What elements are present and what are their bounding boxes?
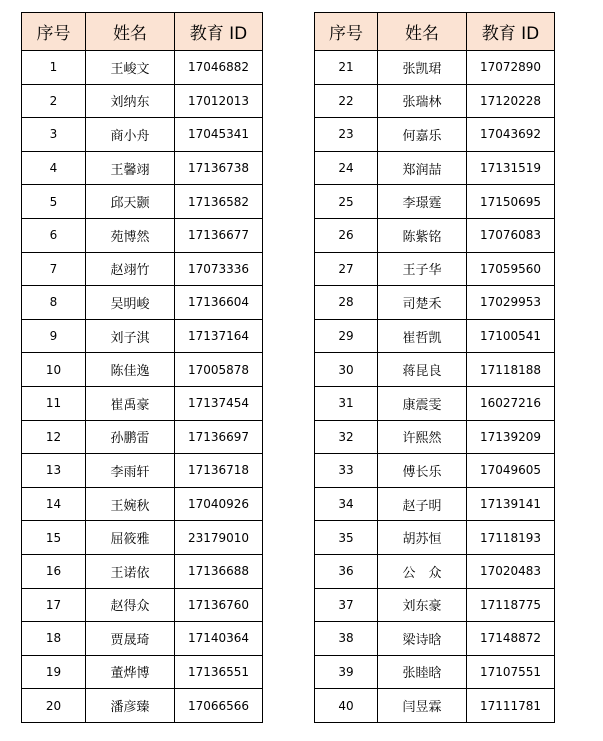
roster-body-left: [22, 51, 263, 723]
table-row: [315, 554, 555, 588]
row-number: 15: [22, 521, 86, 555]
row-number: 8: [22, 286, 86, 320]
row-number: 22: [315, 84, 378, 118]
row-number: 38: [315, 622, 378, 656]
table-row: [315, 84, 555, 118]
row-number: 28: [315, 286, 378, 320]
education-id: 17136760: [175, 588, 263, 622]
education-id: 16027216: [467, 386, 555, 420]
student-name: 梁诗晗: [378, 622, 467, 656]
student-name: 刘子淇: [86, 319, 175, 353]
table-row: [315, 252, 555, 286]
student-name: 傅长乐: [378, 454, 467, 488]
table-row: [315, 588, 555, 622]
student-name: 许熙然: [378, 420, 467, 454]
table-row: [22, 420, 263, 454]
row-number: 16: [22, 554, 86, 588]
education-id: 17136688: [175, 554, 263, 588]
row-number: 21: [315, 51, 378, 85]
education-id: 17136604: [175, 286, 263, 320]
education-id: 17045341: [175, 118, 263, 152]
education-id: 17139209: [467, 420, 555, 454]
table-row: [315, 319, 555, 353]
student-name: 陈紫铭: [378, 218, 467, 252]
row-number: 23: [315, 118, 378, 152]
table-row: [315, 521, 555, 555]
roster-table-right: [314, 12, 555, 723]
table-row: [315, 51, 555, 85]
education-id: 17076083: [467, 218, 555, 252]
row-number: 24: [315, 151, 378, 185]
student-name: 孙鹏雷: [86, 420, 175, 454]
education-id: 17137454: [175, 386, 263, 420]
row-number: 17: [22, 588, 86, 622]
table-row: [22, 487, 263, 521]
table-row: [22, 286, 263, 320]
education-id: 17005878: [175, 353, 263, 387]
education-id: 17111781: [467, 689, 555, 723]
header-row: [315, 13, 555, 51]
row-number: 20: [22, 689, 86, 723]
student-name: 王子华: [378, 252, 467, 286]
row-number: 13: [22, 454, 86, 488]
education-id: 17049605: [467, 454, 555, 488]
roster-table-left: [21, 12, 263, 723]
row-number: 37: [315, 588, 378, 622]
student-name: 李璟霆: [378, 185, 467, 219]
table-row: [315, 386, 555, 420]
table-row: [22, 521, 263, 555]
student-name: 公 众: [378, 554, 467, 588]
student-name: 商小舟: [86, 118, 175, 152]
education-id: 17136738: [175, 151, 263, 185]
table-row: [22, 151, 263, 185]
student-name: 张凯珺: [378, 51, 467, 85]
table-row: [22, 554, 263, 588]
row-number: 18: [22, 622, 86, 656]
education-id: 17066566: [175, 689, 263, 723]
student-name: 李雨轩: [86, 454, 175, 488]
student-name: 王诺依: [86, 554, 175, 588]
row-number: 40: [315, 689, 378, 723]
table-row: [315, 151, 555, 185]
education-id: 17043692: [467, 118, 555, 152]
header-number: 序号: [315, 13, 378, 51]
table-row: [22, 588, 263, 622]
student-name: 崔哲凯: [378, 319, 467, 353]
education-id: 17046882: [175, 51, 263, 85]
education-id: 17073336: [175, 252, 263, 286]
education-id: 17137164: [175, 319, 263, 353]
education-id: 17118188: [467, 353, 555, 387]
table-row: [315, 353, 555, 387]
student-name: 胡苏恒: [378, 521, 467, 555]
student-name: 陈佳逸: [86, 353, 175, 387]
table-row: [22, 84, 263, 118]
student-name: 张瑞林: [378, 84, 467, 118]
table-row: [22, 252, 263, 286]
education-id: 17072890: [467, 51, 555, 85]
header-name: 姓名: [86, 13, 175, 51]
row-number: 12: [22, 420, 86, 454]
row-number: 26: [315, 218, 378, 252]
table-row: [315, 655, 555, 689]
student-name: 司楚禾: [378, 286, 467, 320]
row-number: 10: [22, 353, 86, 387]
education-id: 17020483: [467, 554, 555, 588]
education-id: 17120228: [467, 84, 555, 118]
student-name: 屈筱雅: [86, 521, 175, 555]
table-row: [315, 420, 555, 454]
student-name: 康震雯: [378, 386, 467, 420]
student-name: 赵翊竹: [86, 252, 175, 286]
row-number: 32: [315, 420, 378, 454]
student-name: 刘东豪: [378, 588, 467, 622]
row-number: 30: [315, 353, 378, 387]
table-row: [22, 353, 263, 387]
table-row: [315, 185, 555, 219]
row-number: 6: [22, 218, 86, 252]
education-id: 17118775: [467, 588, 555, 622]
row-number: 27: [315, 252, 378, 286]
student-name: 张睦晗: [378, 655, 467, 689]
student-name: 贾晟琦: [86, 622, 175, 656]
student-name: 郑润喆: [378, 151, 467, 185]
table-row: [22, 454, 263, 488]
header-education-id: 教育 ID: [175, 13, 263, 51]
student-name: 赵得众: [86, 588, 175, 622]
row-number: 33: [315, 454, 378, 488]
table-row: [315, 118, 555, 152]
student-name: 苑博然: [86, 218, 175, 252]
education-id: 17136582: [175, 185, 263, 219]
education-id: 17136677: [175, 218, 263, 252]
table-row: [315, 689, 555, 723]
student-name: 邱天颢: [86, 185, 175, 219]
student-name: 赵子明: [378, 487, 467, 521]
education-id: 23179010: [175, 521, 263, 555]
table-row: [315, 286, 555, 320]
table-row: [22, 689, 263, 723]
education-id: 17136697: [175, 420, 263, 454]
row-number: 35: [315, 521, 378, 555]
education-id: 17012013: [175, 84, 263, 118]
education-id: 17131519: [467, 151, 555, 185]
education-id: 17100541: [467, 319, 555, 353]
student-name: 闫昱霖: [378, 689, 467, 723]
student-name: 潘彦臻: [86, 689, 175, 723]
row-number: 14: [22, 487, 86, 521]
header-row: [22, 13, 263, 51]
education-id: 17107551: [467, 655, 555, 689]
table-row: [315, 622, 555, 656]
row-number: 5: [22, 185, 86, 219]
table-row: [22, 319, 263, 353]
table-row: [22, 622, 263, 656]
table-row: [22, 51, 263, 85]
row-number: 1: [22, 51, 86, 85]
header-education-id: 教育 ID: [467, 13, 555, 51]
student-name: 吴明峻: [86, 286, 175, 320]
row-number: 11: [22, 386, 86, 420]
education-id: 17029953: [467, 286, 555, 320]
table-row: [22, 655, 263, 689]
education-id: 17139141: [467, 487, 555, 521]
education-id: 17140364: [175, 622, 263, 656]
student-name: 蒋昆良: [378, 353, 467, 387]
row-number: 9: [22, 319, 86, 353]
education-id: 17148872: [467, 622, 555, 656]
row-number: 7: [22, 252, 86, 286]
table-row: [22, 218, 263, 252]
row-number: 19: [22, 655, 86, 689]
education-id: 17118193: [467, 521, 555, 555]
row-number: 36: [315, 554, 378, 588]
table-row: [22, 386, 263, 420]
education-id: 17150695: [467, 185, 555, 219]
row-number: 4: [22, 151, 86, 185]
row-number: 31: [315, 386, 378, 420]
row-number: 29: [315, 319, 378, 353]
education-id: 17136551: [175, 655, 263, 689]
table-row: [22, 118, 263, 152]
table-row: [22, 185, 263, 219]
student-name: 刘纳东: [86, 84, 175, 118]
row-number: 3: [22, 118, 86, 152]
header-name: 姓名: [378, 13, 467, 51]
table-row: [315, 487, 555, 521]
row-number: 2: [22, 84, 86, 118]
education-id: 17059560: [467, 252, 555, 286]
row-number: 39: [315, 655, 378, 689]
row-number: 25: [315, 185, 378, 219]
student-name: 董烨博: [86, 655, 175, 689]
student-name: 王馨翊: [86, 151, 175, 185]
education-id: 17136718: [175, 454, 263, 488]
row-number: 34: [315, 487, 378, 521]
roster-body-right: [315, 51, 555, 723]
student-name: 何嘉乐: [378, 118, 467, 152]
header-number: 序号: [22, 13, 86, 51]
table-row: [315, 454, 555, 488]
student-name: 王峻文: [86, 51, 175, 85]
table-row: [315, 218, 555, 252]
student-name: 崔禹豪: [86, 386, 175, 420]
education-id: 17040926: [175, 487, 263, 521]
student-name: 王婉秋: [86, 487, 175, 521]
